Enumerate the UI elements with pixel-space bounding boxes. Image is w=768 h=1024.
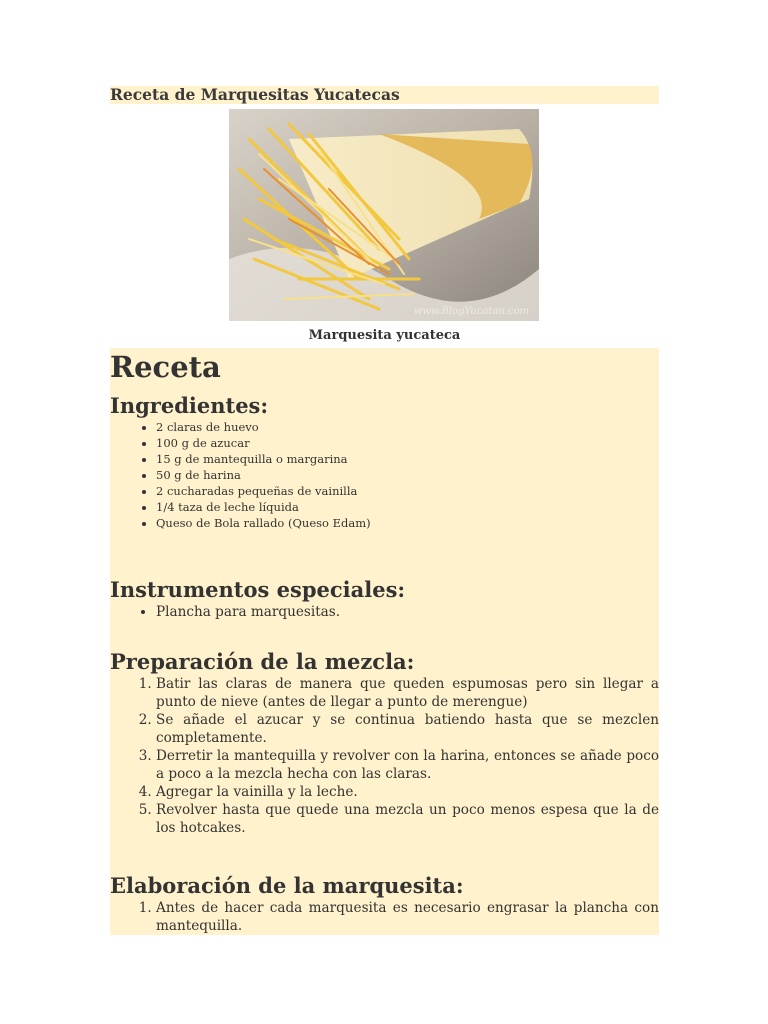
list-item: • 1/4 taza de leche líquida	[156, 499, 659, 515]
ingredients-list	[110, 419, 659, 531]
list-item: • Queso de Bola rallado (Queso Edam)	[156, 515, 659, 531]
elaboration-steps	[110, 899, 659, 935]
preparation-steps	[110, 675, 659, 837]
marquesita-photo	[229, 109, 539, 321]
recipe-content	[110, 348, 659, 935]
list-item: • Plancha para marquesitas.	[156, 603, 659, 621]
watermark-text: www.BlogYucatan.com	[413, 306, 529, 317]
list-item: 4. Agregar la vainilla y la leche.	[156, 783, 659, 801]
ingredients-heading: Ingredientes:	[110, 393, 269, 418]
list-item: • 2 claras de huevo	[156, 419, 659, 435]
list-item: 3. Derretir la mantequilla y revolver con la harina, entonces se añade poco a poco a la mezcla hecha con las claras.	[156, 747, 659, 783]
preparation-heading: Preparación de la mezcla:	[110, 649, 415, 674]
list-item: 2. Se añade el azucar y se continua batiendo hasta que se mezclen completamente.	[156, 711, 659, 747]
list-item: • 100 g de azucar	[156, 435, 659, 451]
instruments-heading: Instrumentos especiales:	[110, 577, 406, 602]
page-title: Receta de Marquesitas Yucatecas	[110, 86, 659, 104]
image-caption: Marquesita yucateca	[308, 328, 461, 343]
recipe-heading: Receta	[110, 350, 221, 384]
list-item: 5. Revolver hasta que quede una mezcla un poco menos espesa que la de los hotcakes.	[156, 801, 659, 837]
list-item: • 50 g de harina	[156, 467, 659, 483]
marquesita-illustration	[229, 109, 539, 321]
elaboration-heading: Elaboración de la marquesita:	[110, 873, 464, 898]
list-item: 1. Batir las claras de manera que queden espumosas pero sin llegar a punto de nieve (antes de llegar a punto de merengue)	[156, 675, 659, 711]
instruments-list	[110, 603, 659, 621]
list-item: • 15 g de mantequilla o margarina	[156, 451, 659, 467]
list-item: 1. Antes de hacer cada marquesita es necesario engrasar la plancha con mantequilla.	[156, 899, 659, 935]
list-item: • 2 cucharadas pequeñas de vainilla	[156, 483, 659, 499]
